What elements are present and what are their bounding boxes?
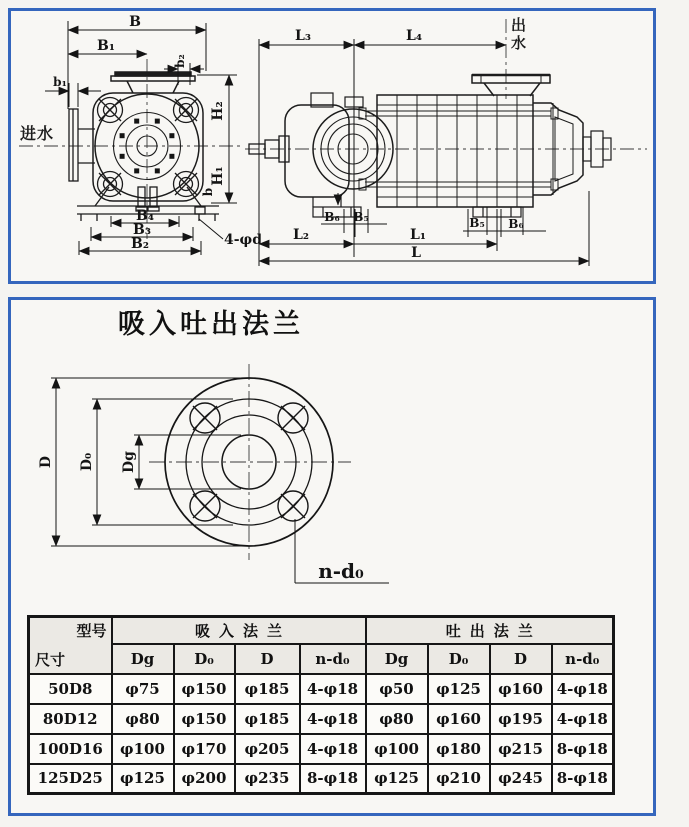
model-cell: 80D12 xyxy=(29,704,112,734)
table-row-125D25 xyxy=(29,764,614,794)
subheader-suction-D: D xyxy=(235,644,300,674)
discharge-branch xyxy=(472,75,550,96)
corner-label-size: 尺寸 xyxy=(35,651,66,669)
dim-label-D: D xyxy=(38,455,54,469)
value-cell: φ195 xyxy=(490,704,552,734)
value-cell: φ125 xyxy=(428,674,490,704)
model-cell: 100D16 xyxy=(29,734,112,764)
dim-label-H1: H₁ xyxy=(210,166,226,186)
value-cell: φ180 xyxy=(428,734,490,764)
dim-label-B: B xyxy=(129,14,141,30)
dim-label-Dg: Dg xyxy=(121,451,137,473)
value-cell: φ160 xyxy=(490,674,552,704)
table-row-80D12 xyxy=(29,704,614,734)
table-row-50D8 xyxy=(29,674,614,704)
subheader-suction-nd0: n-d₀ xyxy=(300,644,366,674)
value-cell: 8-φ18 xyxy=(552,764,614,794)
value-cell: φ205 xyxy=(235,734,300,764)
flange-dimensions xyxy=(51,378,389,583)
dim-label-B6-right: B₆ xyxy=(508,217,524,231)
dim-label-B2: B₂ xyxy=(131,236,149,252)
value-cell: φ125 xyxy=(366,764,428,794)
stage-casing xyxy=(377,95,533,207)
subheader-suction-Dg: Dg xyxy=(112,644,174,674)
dim-label-H2: H₂ xyxy=(210,101,226,121)
value-cell: φ150 xyxy=(174,704,235,734)
dim-label-B5-right: B₅ xyxy=(469,216,485,230)
value-cell: 8-φ18 xyxy=(552,734,614,764)
value-cell: φ235 xyxy=(235,764,300,794)
flange-centerlines xyxy=(149,364,351,560)
dim-label-L4: L₄ xyxy=(406,28,422,44)
model-cell: 50D8 xyxy=(29,674,112,704)
model-cell: 125D25 xyxy=(29,764,112,794)
subheader-discharge-D0: D₀ xyxy=(428,644,490,674)
bearing-housing xyxy=(285,93,349,207)
value-cell: φ170 xyxy=(174,734,235,764)
pump-outline-svg xyxy=(11,11,653,281)
subheader-discharge-Dg: Dg xyxy=(366,644,428,674)
dim-label-L: L xyxy=(411,245,421,261)
dim-label-L3: L₃ xyxy=(295,28,311,44)
header-discharge-flange: 吐出法兰 xyxy=(366,617,614,644)
value-cell: φ210 xyxy=(428,764,490,794)
table-row-100D16 xyxy=(29,734,614,764)
dim-label-b: b xyxy=(201,187,215,197)
value-cell: φ125 xyxy=(112,764,174,794)
dim-label-b2: b₂ xyxy=(173,54,187,68)
inlet-water-label: 进水 xyxy=(20,126,55,143)
value-cell: φ150 xyxy=(174,674,235,704)
value-cell: 8-φ18 xyxy=(300,764,366,794)
dim-label-B6-left: B₆ xyxy=(324,210,340,224)
subheader-discharge-D: D xyxy=(490,644,552,674)
value-cell: φ100 xyxy=(112,734,174,764)
front-top-flange xyxy=(111,72,195,93)
value-cell: 4-φ18 xyxy=(552,704,614,734)
dim-label-L2: L₂ xyxy=(293,227,309,243)
value-cell: φ200 xyxy=(174,764,235,794)
value-cell: 4-φ18 xyxy=(300,734,366,764)
outline-drawing-panel xyxy=(8,8,656,284)
value-cell: φ245 xyxy=(490,764,552,794)
value-cell: φ185 xyxy=(235,704,300,734)
value-cell: 4-φ18 xyxy=(552,674,614,704)
dim-label-b1: b₁ xyxy=(53,75,67,89)
value-cell: 4-φ18 xyxy=(300,704,366,734)
value-cell: φ75 xyxy=(112,674,174,704)
table-corner-cell xyxy=(29,617,112,674)
dim-label-B1: B₁ xyxy=(97,38,115,54)
value-cell: φ185 xyxy=(235,674,300,704)
dim-label-D0: D₀ xyxy=(79,452,95,472)
flange-section-title: 吸入吐出法兰 xyxy=(118,309,304,339)
value-cell: φ160 xyxy=(428,704,490,734)
value-cell: 4-φ18 xyxy=(300,674,366,704)
flange-spec-table xyxy=(27,615,615,795)
corner-label-model: 型号 xyxy=(76,623,107,640)
outlet-water-label: 出水 xyxy=(509,17,526,53)
front-inlet-flange xyxy=(69,109,95,181)
value-cell: φ50 xyxy=(366,674,428,704)
subheader-discharge-nd0: n-d₀ xyxy=(552,644,614,674)
flange-panel xyxy=(8,297,656,816)
bolt-count-callout: n-d₀ xyxy=(318,559,364,583)
dim-label-B5-left: B₅ xyxy=(353,210,369,224)
header-suction-flange: 吸入法兰 xyxy=(112,617,366,644)
value-cell: φ100 xyxy=(366,734,428,764)
value-cell: φ80 xyxy=(112,704,174,734)
dim-label-B3: B₃ xyxy=(133,222,151,238)
flange-drawing-svg xyxy=(11,300,653,613)
dim-label-L1: L₁ xyxy=(410,227,426,243)
flange-face xyxy=(149,364,351,560)
value-cell: φ215 xyxy=(490,734,552,764)
subheader-suction-D0: D₀ xyxy=(174,644,235,674)
dim-label-B4: B₄ xyxy=(136,208,154,224)
side-view xyxy=(245,19,647,217)
value-cell: φ80 xyxy=(366,704,428,734)
bolt-hole-callout: 4-φd xyxy=(223,232,263,248)
